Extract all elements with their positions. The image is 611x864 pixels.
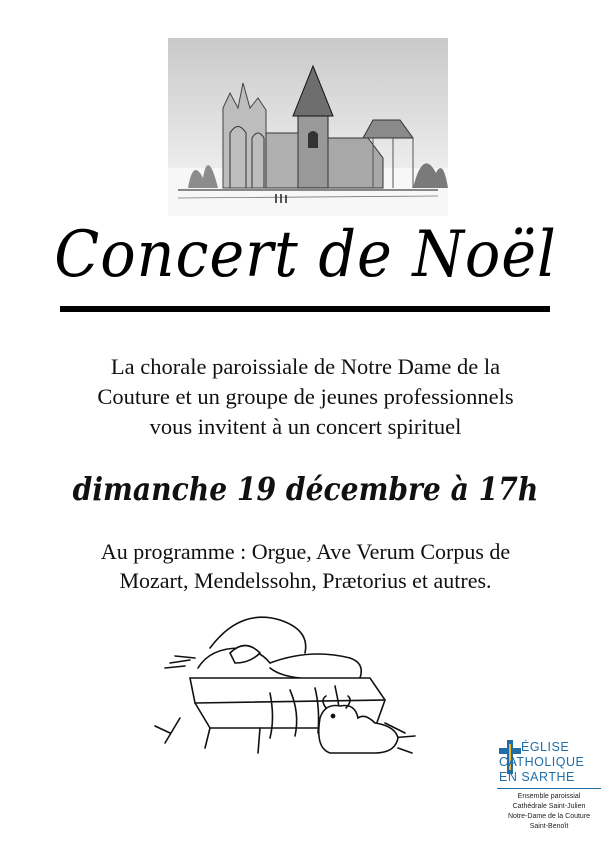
- nativity-illustration: [150, 608, 420, 760]
- logo-divider: [497, 788, 601, 789]
- page-title: Concert de Noël: [54, 218, 557, 292]
- programme-line: Au programme : Orgue, Ave Verum Corpus de: [100, 539, 511, 564]
- title-underline: [60, 306, 550, 312]
- event-date: dimanche 19 décembre à 17h: [72, 470, 539, 508]
- intro-paragraph: [20, 352, 591, 442]
- logo-subtitle: Ensemble paroissial: [517, 793, 581, 800]
- intro-line: vous invitent à un concert spirituel: [149, 414, 462, 439]
- programme-paragraph: [20, 537, 591, 595]
- logo-line: EN SARTHE: [499, 770, 575, 784]
- church-logo: [497, 736, 601, 856]
- intro-line: La chorale paroissiale de Notre Dame de la: [110, 354, 501, 379]
- logo-subtitle: Saint-Benoît: [529, 823, 569, 830]
- logo-line: CATHOLIQUE: [499, 755, 585, 769]
- logo-line: ÉGLISE: [521, 740, 570, 754]
- intro-line: Couture et un groupe de jeunes professionnels: [97, 384, 514, 409]
- logo-subtitle: Cathédrale Saint-Julien: [512, 803, 586, 810]
- programme-line: Mozart, Mendelssohn, Prætorius et autres.: [119, 568, 492, 593]
- logo-subtitle: Notre-Dame de la Couture: [507, 813, 591, 820]
- church-illustration: [168, 38, 448, 216]
